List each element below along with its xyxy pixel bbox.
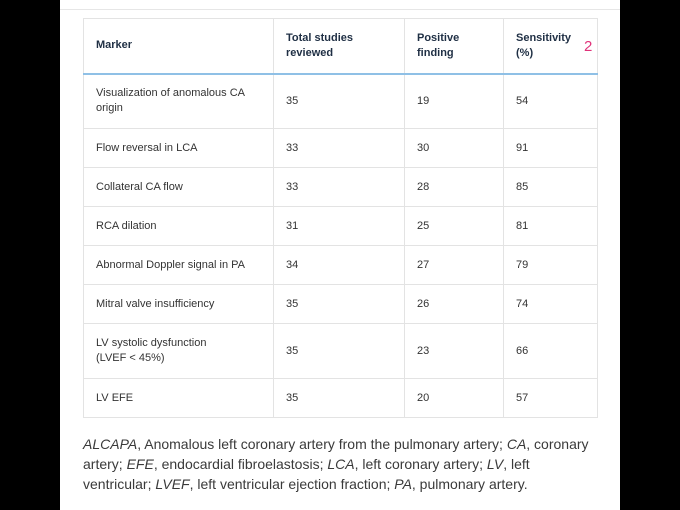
table-row xyxy=(84,246,598,285)
sensitivity-cell: 74 xyxy=(504,285,598,324)
abbr-lv: LV xyxy=(486,456,504,472)
marker-cell: RCA dilation xyxy=(84,207,274,246)
positive-cell: 30 xyxy=(405,129,504,168)
table-row xyxy=(84,379,598,418)
sensitivity-cell: 79 xyxy=(504,246,598,285)
header-sensitivity: Sensitivity (%) xyxy=(504,19,598,74)
sensitivity-cell: 66 xyxy=(504,324,598,379)
marker-cell: Collateral CA flow xyxy=(84,168,274,207)
abbr-lvef: LVEF xyxy=(155,476,190,492)
positive-cell: 23 xyxy=(405,324,504,379)
marker-cell: Visualization of anomalous CA origin xyxy=(84,74,274,129)
total-cell: 35 xyxy=(274,285,405,324)
top-divider xyxy=(60,9,620,10)
positive-cell: 25 xyxy=(405,207,504,246)
abbr-pa: PA xyxy=(394,476,412,492)
header-total-studies: Total studies reviewed xyxy=(274,19,405,74)
positive-cell: 27 xyxy=(405,246,504,285)
document-page xyxy=(60,0,620,510)
table-footnote: ALCAPA, Anomalous left coronary artery from the pulmonary artery; CA, coronary artery; EFE, endocardial fibroelastosis; LCA, left coronary artery; LV, left ventricular; LVEF, left ventricular ejection fraction; PA, pulmonary artery. xyxy=(83,436,589,492)
table-row xyxy=(84,285,598,324)
abbr-efe: EFE xyxy=(126,456,154,472)
abbr-ca: CA xyxy=(506,436,527,452)
positive-cell: 28 xyxy=(405,168,504,207)
header-marker: Marker xyxy=(84,19,274,74)
marker-cell: Flow reversal in LCA xyxy=(84,129,274,168)
total-cell: 33 xyxy=(274,129,405,168)
total-cell: 33 xyxy=(274,168,405,207)
positive-cell: 19 xyxy=(405,74,504,129)
sensitivity-cell: 81 xyxy=(504,207,598,246)
sensitivity-table xyxy=(83,18,598,418)
sensitivity-cell: 91 xyxy=(504,129,598,168)
marker-cell: LV EFE xyxy=(84,379,274,418)
marker-cell: Mitral valve insufficiency xyxy=(84,285,274,324)
page-marker: 2 xyxy=(584,38,593,55)
total-cell: 31 xyxy=(274,207,405,246)
sensitivity-cell: 85 xyxy=(504,168,598,207)
marker-cell: Abnormal Doppler signal in PA xyxy=(84,246,274,285)
sensitivity-cell: 54 xyxy=(504,74,598,129)
table-header-row xyxy=(84,19,598,74)
total-cell: 34 xyxy=(274,246,405,285)
positive-cell: 26 xyxy=(405,285,504,324)
abbr-alcapa: ALCAPA xyxy=(83,436,138,452)
table-row xyxy=(84,74,598,129)
total-cell: 35 xyxy=(274,379,405,418)
marker-cell: LV systolic dysfunction (LVEF < 45%) xyxy=(84,324,274,379)
table-row xyxy=(84,129,598,168)
positive-cell: 20 xyxy=(405,379,504,418)
total-cell: 35 xyxy=(274,74,405,129)
header-positive-finding: Positive finding xyxy=(405,19,504,74)
table-row xyxy=(84,207,598,246)
table-row xyxy=(84,168,598,207)
abbr-lca: LCA xyxy=(327,456,355,472)
sensitivity-cell: 57 xyxy=(504,379,598,418)
total-cell: 35 xyxy=(274,324,405,379)
table-row xyxy=(84,324,598,379)
